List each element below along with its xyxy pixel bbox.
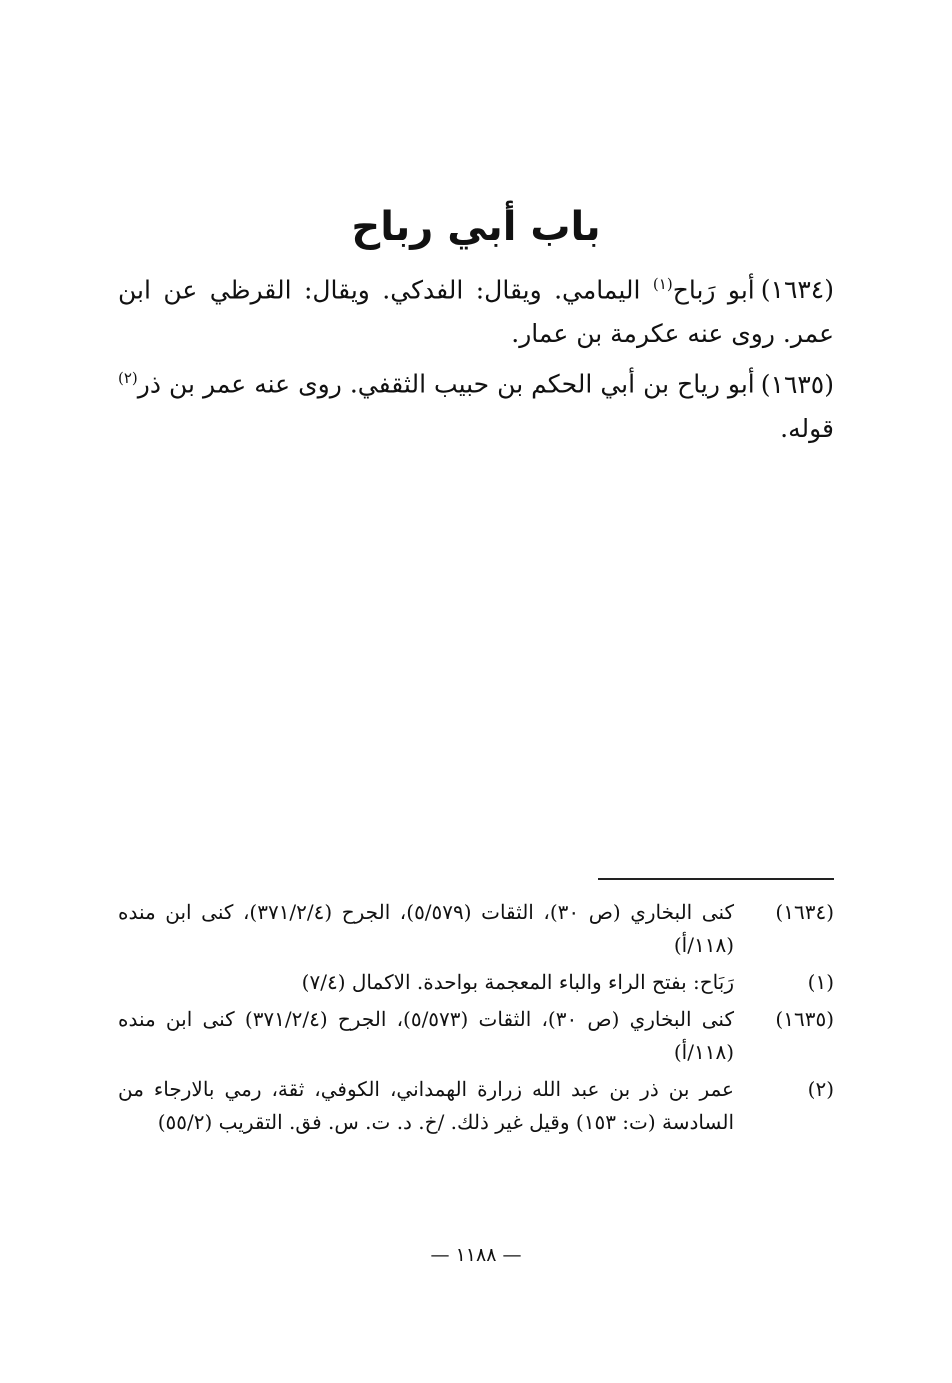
entry-text-end: قوله.	[780, 413, 834, 443]
footnote-ref: (١)	[807, 970, 834, 994]
main-text	[118, 262, 834, 451]
chapter-title: باب أبي رباح	[351, 203, 601, 250]
entry-1634	[118, 262, 834, 356]
footnote-text: كنى البخاري (ص ٣٠)، الثقات (٥/٥٧٩)، الجرح (٣٧١/٢/٤)، كنى ابن منده (١١٨/أ)	[118, 900, 735, 957]
footnote-item	[118, 1073, 834, 1139]
entry-text-start: أبو رَباح	[672, 275, 755, 305]
entry-number: (١٦٣٤)	[760, 275, 834, 305]
entry-text-start: أبو رياح بن أبي الحكم بن حبيب الثقفي. روى عنه عمر بن ذر	[137, 369, 755, 399]
footnote-separator	[598, 878, 834, 880]
entry-number: (١٦٣٥)	[760, 369, 834, 399]
footnote-item	[118, 896, 834, 962]
footnote-text: رَبَاح: بفتح الراء والباء المعجمة بواحدة. الاكمال (٧/٤)	[301, 970, 734, 994]
footnote-ref: (٢)	[807, 1077, 834, 1101]
footnotes-section	[118, 896, 834, 1143]
footnote-item	[118, 966, 834, 999]
footnote-text: كنى البخاري (ص ٣٠)، الثقات (٥/٥٧٣)، الجرح (٣٧١/٢/٤) كنى ابن منده (١١٨/أ)	[118, 1007, 734, 1064]
footnote-marker: (١)	[652, 275, 673, 293]
entry-text-end: اليمامي. ويقال: الفدكي. ويقال: القرظي عن ابن عمر. روى عنه عكرمة بن عمار.	[118, 275, 834, 349]
footnote-ref: (١٦٣٤)	[775, 900, 834, 924]
entry-1635	[118, 356, 834, 450]
footnote-ref: (١٦٣٥)	[775, 1007, 834, 1031]
footnote-text: عمر بن ذر بن عبد الله زرارة الهمداني، الكوفي، ثقة، رمي بالارجاء من السادسة (ت: ١٥٣) وقيل غير ذلك. /خ. د. ت. س. فق. التقريب (٥٥/٢)	[118, 1077, 734, 1134]
page-number: — ١١٨٨ —	[430, 1244, 522, 1266]
footnote-marker: (٢)	[118, 369, 138, 388]
footnote-item	[118, 1003, 834, 1069]
